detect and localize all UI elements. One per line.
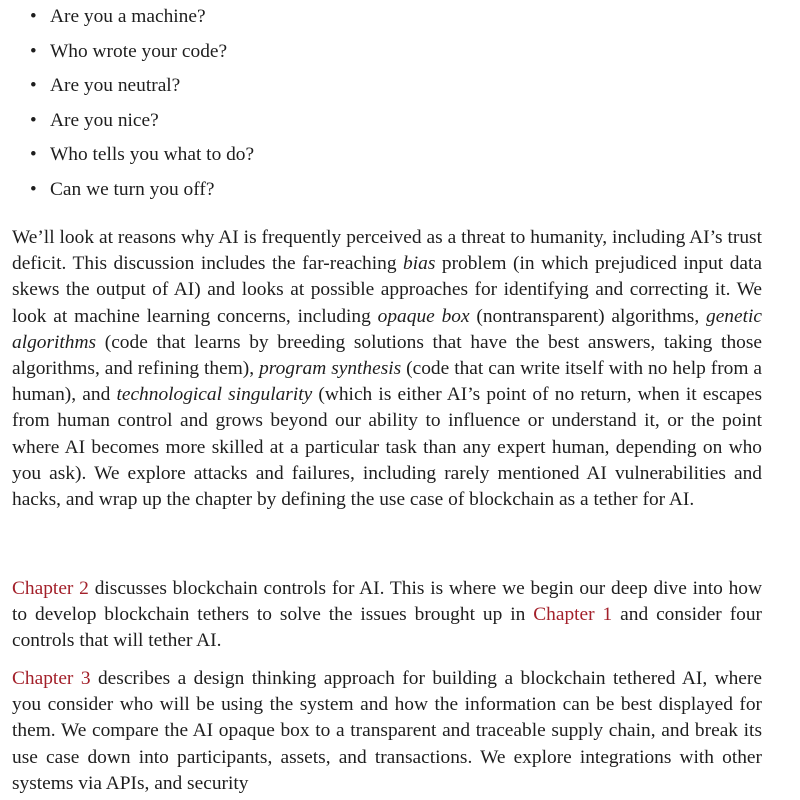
- chapter-2-link[interactable]: Chapter 2: [12, 578, 89, 599]
- bullet-icon: •: [30, 144, 37, 166]
- paragraph-text: (which is either AI’s point of no return, when it escapes from human control and grows beyond our ability to influence or understand it, or the point where AI becomes more skilled at a particular task than any expert human, depending on who you ask). We explore attacks and failures, including rarely mentioned AI vulnerabilities and hacks, and wrap up the chapter by defining the use case of blockchain as a tether for AI.: [12, 384, 763, 511]
- emphasis-term: program synthesis: [259, 358, 402, 380]
- bullet-icon: •: [30, 40, 37, 62]
- paragraph-text: (nontransparent) algorithms,: [469, 305, 706, 327]
- emphasis-term: opaque box: [377, 305, 470, 327]
- paragraph-text: We’ll look at reasons why AI is frequently perceived as a threat to humanity, including AI’s trust deficit. This discussion includes the far-reaching: [12, 227, 762, 275]
- bullet-icon: •: [30, 178, 37, 200]
- bullet-icon: •: [30, 6, 37, 27]
- list-item-text: Are you neutral?: [50, 75, 181, 97]
- list-item: [30, 4, 254, 39]
- paragraph-chapter-2: [12, 576, 762, 655]
- list-item: [30, 142, 254, 177]
- paragraph-chapter-3: [12, 666, 762, 797]
- bullet-icon: •: [30, 75, 37, 97]
- bullet-icon: •: [30, 109, 37, 131]
- paragraph-text: problem (in which prejudiced input data skews the output of AI) and looks at possible approaches for identifying and correcting it. We look at machine learning concerns, including: [12, 253, 762, 327]
- list-item: [30, 177, 254, 212]
- paragraph-text: (code that learns by breeding solutions that have the best answers, taking those algorithms, and refining them),: [12, 331, 762, 380]
- list-item-text: Who wrote your code?: [50, 40, 228, 62]
- emphasis-term: bias: [403, 253, 436, 275]
- paragraph-text: describes a design thinking approach for building a blockchain tethered AI, where you consider who will be using the system and how the information can be best displayed for them. We compare the AI opaque box to a transparent and traceable supply chain, and break its use case down into participants, assets, and transactions. We explore integrations with other systems via APIs, and security: [12, 668, 762, 794]
- list-item-text: Are you nice?: [50, 109, 159, 131]
- paragraph-text: discusses blockchain controls for AI. This is where we begin our deep dive into how to develop blockchain tethers to solve the issues brought up in: [12, 578, 762, 626]
- paragraph-text: and consider four controls that will tether AI.: [12, 604, 762, 652]
- paragraph-ai-threats: [12, 225, 762, 513]
- question-list: [30, 4, 254, 212]
- list-item: [30, 73, 254, 108]
- list-item: [30, 39, 254, 74]
- list-item-text: Can we turn you off?: [50, 178, 215, 200]
- list-item-text: Are you a machine?: [50, 6, 206, 27]
- chapter-1-link[interactable]: Chapter 1: [533, 604, 613, 626]
- emphasis-term: genetic algorithms: [12, 305, 762, 353]
- emphasis-term: technological singularity: [116, 384, 313, 406]
- list-item-text: Who tells you what to do?: [50, 144, 255, 166]
- list-item: [30, 108, 254, 143]
- paragraph-text: (code that can write itself with no help from a human), and: [12, 358, 762, 406]
- chapter-3-link[interactable]: Chapter 3: [12, 668, 91, 689]
